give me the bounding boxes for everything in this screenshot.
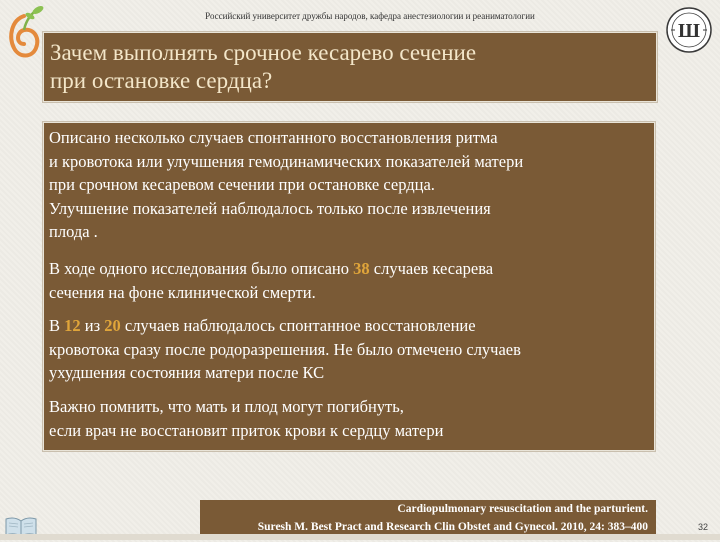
- text-line: кровотока сразу после родоразрешения. Не было отмечено случаев: [49, 339, 521, 359]
- paragraph-spontaneous-recovery: [49, 126, 646, 244]
- highlight-number: 38: [353, 259, 370, 278]
- text-line: [49, 257, 646, 281]
- text-line: Описано несколько случаев спонтанного восстановления ритма: [49, 128, 498, 147]
- reference-citation: Suresh M. Best Pract and Research Clin Obstet and Gynecol. 2010, 24: 383–400: [257, 521, 648, 533]
- reference-title: Cardiopulmonary resuscitation and the parturient.: [397, 503, 648, 515]
- text-line: и кровотока или улучшения гемодинамических показателей матери: [49, 151, 524, 171]
- text-line: сечения на фоне клинической смерти.: [49, 282, 316, 302]
- svg-text:Ш: Ш: [678, 20, 700, 42]
- slide-title-line: при остановке сердца?: [50, 68, 273, 93]
- text-line: при срочном кесаревом сечении при остановке сердца.: [49, 175, 435, 194]
- text-line: Важно помнить, что мать и плод могут погибнуть,: [49, 397, 404, 416]
- paragraph-important-note: [49, 395, 646, 442]
- department-emblem-icon: [665, 6, 713, 54]
- header-institution: Российский университет дружбы народов, кафедра анестезиологии и реаниматологии: [205, 11, 535, 21]
- text-line: ухудшения состояния матери после КС: [49, 363, 325, 382]
- highlight-number: 12: [64, 316, 81, 335]
- paragraph-study-cases: [49, 257, 646, 304]
- university-logo-icon: [2, 2, 46, 66]
- bottom-strip: [0, 534, 720, 540]
- text-line: плода .: [49, 222, 98, 241]
- text-fragment: из: [80, 316, 105, 335]
- content-box: [44, 123, 654, 450]
- paragraph-restoration-stats: [49, 314, 646, 385]
- text-fragment: В ходе одного исследования было описано: [49, 259, 354, 278]
- text-fragment: случаев наблюдалось спонтанное восстановление: [120, 316, 476, 335]
- highlight-number: 20: [104, 316, 121, 335]
- text-line: [49, 314, 646, 338]
- slide-title-line: Зачем выполнять срочное кесарево сечение: [50, 40, 477, 65]
- slide-title: [50, 39, 646, 95]
- text-line: если врач не восстановит приток крови к сердцу матери: [49, 420, 444, 440]
- text-fragment: В: [49, 316, 65, 335]
- slide-title-box: [44, 33, 656, 101]
- text-line: Улучшение показателей наблюдалось только после извлечения: [49, 198, 491, 218]
- page-number: 32: [697, 522, 708, 532]
- text-fragment: случаев кесарева: [369, 259, 494, 278]
